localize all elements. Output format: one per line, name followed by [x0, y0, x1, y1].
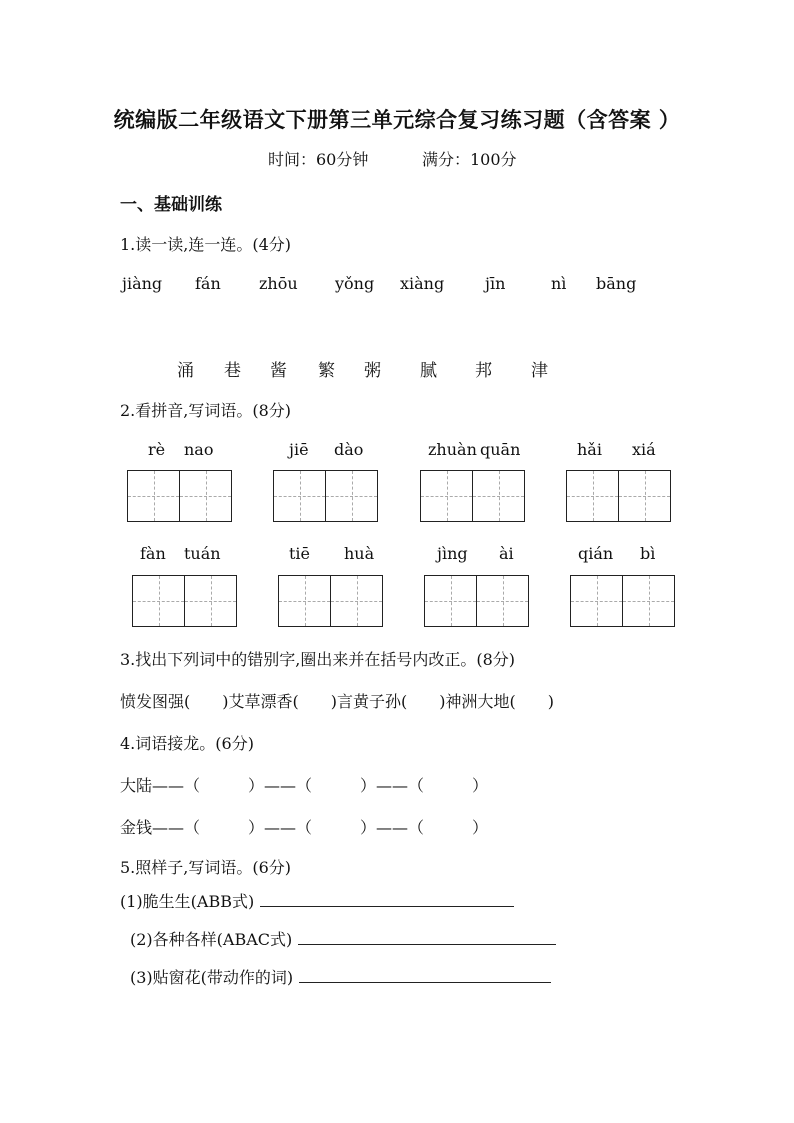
- q5-item-text: (2)各种各样(ABAC式): [130, 930, 293, 949]
- grid-cell[interactable]: [331, 576, 382, 626]
- q2-pinyin: qián: [578, 544, 614, 563]
- writing-grid[interactable]: [273, 470, 378, 522]
- question-5-label: 5.照样子,写词语。(6分): [120, 858, 292, 877]
- q1-pinyin-8: bāng: [596, 274, 637, 293]
- q1-pinyin-2: fán: [195, 274, 221, 293]
- q1-char-1: 涌: [177, 361, 194, 381]
- q1-pinyin-4: yǒng: [335, 274, 375, 293]
- writing-grid[interactable]: [132, 575, 237, 627]
- q5-item-text: (1)脆生生(ABB式): [120, 892, 255, 911]
- q1-pinyin-5: xiàng: [400, 274, 445, 293]
- q2-pinyin: zhuàn: [428, 440, 477, 459]
- q1-char-5: 粥: [364, 361, 381, 381]
- q1-pinyin-1: jiàng: [122, 274, 163, 293]
- question-4-label: 4.词语接龙。(6分): [120, 734, 254, 753]
- grid-cell[interactable]: [326, 471, 377, 521]
- grid-cell[interactable]: [619, 471, 670, 521]
- grid-cell[interactable]: [567, 471, 619, 521]
- answer-line[interactable]: [298, 930, 556, 945]
- q1-char-3: 酱: [270, 361, 287, 381]
- q5-item-3: [130, 965, 551, 988]
- grid-cell[interactable]: [133, 576, 185, 626]
- grid-cell[interactable]: [274, 471, 326, 521]
- question-3-label: 3.找出下列词中的错别字,圈出来并在括号内改正。(8分): [120, 650, 516, 669]
- question-3-text[interactable]: 愤发图强( )艾草漂香( )言黄子孙( )神洲大地( ): [120, 692, 554, 711]
- exam-time: 时间：60分钟: [268, 150, 369, 169]
- word-chain-row-2[interactable]: 金钱——（ ）——（ ）——（ ）: [120, 818, 489, 837]
- q1-char-2: 巷: [224, 361, 241, 381]
- q1-pinyin-3: zhōu: [259, 274, 298, 293]
- q2-pinyin: dào: [334, 440, 364, 459]
- writing-grid[interactable]: [127, 470, 232, 522]
- q2-pinyin: jiē: [289, 440, 309, 459]
- section-heading: 一、基础训练: [120, 195, 222, 215]
- writing-grid[interactable]: [278, 575, 383, 627]
- grid-cell[interactable]: [425, 576, 477, 626]
- q1-pinyin-7: nì: [551, 274, 567, 293]
- q2-pinyin: rè: [148, 440, 166, 459]
- grid-cell[interactable]: [128, 471, 180, 521]
- question-1-label: 1.读一读,连一连。(4分): [120, 235, 292, 254]
- grid-cell[interactable]: [473, 471, 524, 521]
- q2-pinyin: huà: [344, 544, 375, 563]
- question-2-label: 2.看拼音,写词语。(8分): [120, 401, 292, 420]
- q2-pinyin: tuán: [184, 544, 221, 563]
- grid-cell[interactable]: [180, 471, 231, 521]
- exam-full-score: 满分：100分: [422, 150, 517, 169]
- q2-pinyin: jìng: [437, 544, 468, 563]
- q2-pinyin: fàn: [140, 544, 166, 563]
- q2-pinyin: ài: [499, 544, 514, 563]
- writing-grid[interactable]: [570, 575, 675, 627]
- q5-item-1: [120, 889, 514, 912]
- grid-cell[interactable]: [477, 576, 528, 626]
- q2-pinyin: bì: [640, 544, 656, 563]
- q1-char-8: 津: [531, 361, 548, 381]
- grid-cell[interactable]: [185, 576, 236, 626]
- grid-cell[interactable]: [571, 576, 623, 626]
- page-title: 统编版二年级语文下册第三单元综合复习练习题（含答案 ）: [113, 108, 681, 132]
- word-chain-row-1[interactable]: 大陆——（ ）——（ ）——（ ）: [120, 776, 489, 795]
- q5-item-text: (3)贴窗花(带动作的词): [130, 968, 294, 987]
- grid-cell[interactable]: [279, 576, 331, 626]
- answer-line[interactable]: [260, 892, 514, 907]
- q5-item-2: [130, 927, 556, 950]
- answer-line[interactable]: [299, 968, 551, 983]
- q2-pinyin: hǎi: [577, 440, 602, 459]
- q1-char-4: 繁: [318, 361, 335, 381]
- writing-grid[interactable]: [566, 470, 671, 522]
- q2-pinyin: quān: [480, 440, 521, 459]
- q2-pinyin: nao: [184, 440, 214, 459]
- grid-cell[interactable]: [623, 576, 674, 626]
- writing-grid[interactable]: [424, 575, 529, 627]
- q1-pinyin-6: jīn: [485, 274, 506, 293]
- writing-grid[interactable]: [420, 470, 525, 522]
- q2-pinyin: xiá: [632, 440, 656, 459]
- q1-char-6: 腻: [420, 361, 437, 381]
- q1-char-7: 邦: [475, 361, 492, 381]
- q2-pinyin: tiē: [289, 544, 311, 563]
- grid-cell[interactable]: [421, 471, 473, 521]
